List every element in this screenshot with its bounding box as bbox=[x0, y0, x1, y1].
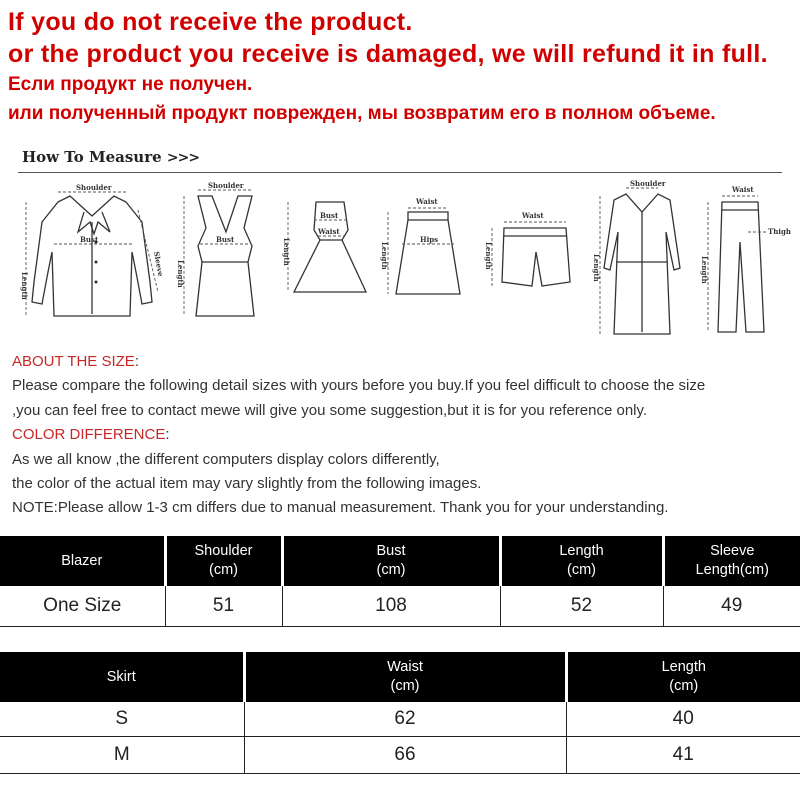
table-header: Length (cm) bbox=[500, 536, 663, 586]
divider bbox=[18, 172, 782, 173]
table-row bbox=[0, 737, 800, 774]
waist-label: Waist bbox=[416, 197, 438, 206]
note-text: NOTE:Please allow 1-3 cm differs due to manual measurement. Thank you for your understanding. bbox=[12, 499, 669, 517]
thigh-label: Thigh bbox=[768, 227, 791, 236]
table-cell: 108 bbox=[282, 586, 500, 627]
table-header: Shoulder (cm) bbox=[165, 536, 282, 586]
table-cell: 66 bbox=[244, 737, 566, 774]
refund-notice bbox=[8, 6, 798, 128]
shoulder-label: Shoulder bbox=[630, 179, 666, 188]
size-info bbox=[12, 350, 800, 521]
table-cell: M bbox=[0, 737, 244, 774]
notice-line: or the product you receive is damaged, we will refund it in full. bbox=[8, 40, 768, 68]
color-difference-heading: COLOR DIFFERENCE: bbox=[12, 426, 170, 444]
skirt-size-table bbox=[0, 652, 800, 774]
table-row bbox=[0, 586, 800, 627]
length-label: Length bbox=[176, 260, 185, 288]
coat-diagram bbox=[592, 179, 692, 342]
table-header: Waist (cm) bbox=[244, 652, 566, 702]
how-to-measure-title: How To Measure >>> bbox=[22, 148, 200, 166]
dress-diagram bbox=[280, 182, 380, 342]
sleeve-label: Sleeve bbox=[152, 250, 166, 278]
table-header: Skirt bbox=[0, 652, 244, 702]
about-size-heading: ABOUT THE SIZE: bbox=[12, 353, 139, 370]
info-text: Please compare the following detail sizes with yours before you buy.If you feel difficult to choose the size bbox=[12, 377, 706, 395]
table-cell: 41 bbox=[566, 737, 800, 774]
bust-label: Bust bbox=[80, 235, 99, 244]
shorts-diagram bbox=[480, 182, 590, 342]
arrows-icon: >>> bbox=[166, 150, 200, 166]
table-header-row bbox=[0, 652, 800, 702]
how-to-measure-panel bbox=[10, 138, 790, 350]
table-cell: S bbox=[0, 702, 244, 737]
notice-line: If you do not receive the product. bbox=[8, 8, 413, 36]
top-diagram bbox=[172, 182, 272, 342]
waist-label: Waist bbox=[732, 185, 754, 194]
shoulder-label: Shoulder bbox=[76, 183, 112, 192]
skirt-diagram bbox=[378, 182, 478, 342]
length-label: Length bbox=[700, 256, 709, 284]
length-label: Length bbox=[282, 238, 291, 266]
info-text: the color of the actual item may vary slightly from the following images. bbox=[12, 475, 482, 493]
length-label: Length bbox=[20, 272, 29, 300]
shoulder-label: Shoulder bbox=[208, 181, 244, 190]
table-cell: 49 bbox=[663, 586, 800, 627]
table-cell: 62 bbox=[244, 702, 566, 737]
table-header: Length (cm) bbox=[566, 652, 800, 702]
length-label: Length bbox=[484, 242, 493, 270]
table-header: Sleeve Length(cm) bbox=[663, 536, 800, 586]
waist-label: Waist bbox=[318, 227, 340, 236]
bust-label: Bust bbox=[216, 235, 235, 244]
waist-label: Waist bbox=[522, 211, 544, 220]
length-label: Length bbox=[592, 254, 601, 282]
blazer-size-table bbox=[0, 536, 800, 627]
notice-line-ru: Если продукт не получен. bbox=[8, 74, 253, 95]
length-label: Length bbox=[380, 242, 389, 270]
table-header: Bust (cm) bbox=[282, 536, 500, 586]
table-cell: One Size bbox=[0, 586, 165, 627]
info-text: ,you can feel free to contact mewe will give you some suggestion,but it is for you reference only. bbox=[12, 401, 648, 419]
pants-diagram bbox=[692, 182, 792, 342]
bust-label: Bust bbox=[320, 211, 339, 220]
table-header-row bbox=[0, 536, 800, 586]
table-cell: 52 bbox=[500, 586, 663, 627]
table-row bbox=[0, 702, 800, 737]
shirt-diagram bbox=[18, 182, 168, 342]
hips-label: Hips bbox=[420, 235, 439, 244]
table-header: Blazer bbox=[0, 536, 165, 586]
table-cell: 51 bbox=[165, 586, 282, 627]
table-cell: 40 bbox=[566, 702, 800, 737]
info-text: As we all know ,the different computers display colors differently, bbox=[12, 450, 440, 468]
notice-line-ru: или полученный продукт поврежден, мы возвратим его в полном объеме. bbox=[8, 103, 716, 124]
